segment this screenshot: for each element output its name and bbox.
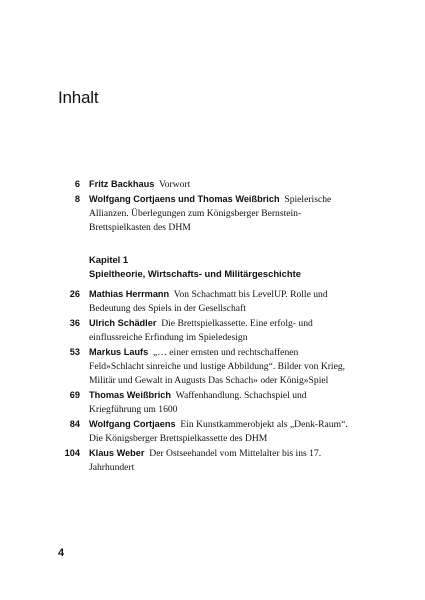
chapter-label: Kapitel 1 xyxy=(89,254,129,265)
toc-page-number: 26 xyxy=(69,289,80,299)
toc-title: Von Schachmatt bis LevelUP. Rolle und Bedeutung des Spiels in der Gesellschaft xyxy=(89,289,328,314)
toc-title: Spielerische Allianzen. Überlegungen zum Königsberger Bernstein-Brettspielkasten des DHM xyxy=(89,194,332,233)
toc-title: „… einer ernsten und rechtschaffenen Feld»Schlacht sinreiche und lustige Abbildung“. Bilder von Krieg, Militär und Gewalt in Augusts Das Schach» oder König»Spiel xyxy=(89,347,346,386)
toc-entry xyxy=(0,316,425,345)
toc-author: Thomas Weißbrich xyxy=(89,390,172,400)
toc-author: Klaus Weber xyxy=(89,448,145,458)
toc-entry-text xyxy=(89,345,354,388)
chapter-heading xyxy=(89,253,425,281)
toc-list xyxy=(0,177,425,475)
toc-page-number: 53 xyxy=(69,347,80,357)
toc-entry-text xyxy=(89,287,354,316)
toc-author: Fritz Backhaus xyxy=(89,179,155,189)
toc-entry-text xyxy=(89,177,354,192)
toc-entry xyxy=(0,446,425,475)
toc-author: Mathias Herrmann xyxy=(89,289,170,299)
toc-title: Der Ostseehandel vom Mittelalter bis ins 17. Jahrhundert xyxy=(89,448,322,473)
toc-entry-text xyxy=(89,417,354,446)
toc-page-number: 104 xyxy=(64,448,80,458)
toc-entry-text xyxy=(89,446,354,475)
toc-entry xyxy=(0,388,425,417)
toc-entry xyxy=(0,287,425,316)
toc-page-number: 36 xyxy=(69,318,80,328)
toc-entry-text xyxy=(89,388,354,417)
toc-page-number: 69 xyxy=(69,390,80,400)
page-title: Inhalt xyxy=(58,88,99,107)
toc-title: Die Brettspielkassette. Eine erfolg- und einflussreiche Erfindung im Spieledesign xyxy=(89,318,313,343)
page-number: 4 xyxy=(58,547,65,559)
toc-entry xyxy=(0,192,425,235)
toc-page-number: 84 xyxy=(69,419,80,429)
toc-entry xyxy=(0,177,425,192)
toc-entry-text xyxy=(89,316,354,345)
toc-entry xyxy=(0,417,425,446)
toc-author: Ulrich Schädler xyxy=(89,318,157,328)
toc-author: Wolfgang Cortjaens xyxy=(89,419,176,429)
toc-title: Ein Kunstkammerobjekt als „Denk-Raum“. Die Königsberger Brettspielkassette des DHM xyxy=(89,419,348,444)
toc-entry-text xyxy=(89,192,354,235)
toc-author: Wolfgang Cortjaens und Thomas Weißbrich xyxy=(89,194,280,204)
toc-author: Markus Laufs xyxy=(89,347,149,357)
toc-title: Waffenhandlung. Schachspiel und Kriegführung um 1600 xyxy=(89,390,307,415)
chapter-title: Spieltheorie, Wirtschafts- und Militärgeschichte xyxy=(89,268,301,279)
toc-title: Vorwort xyxy=(158,179,191,190)
toc-page-number: 6 xyxy=(74,179,80,189)
toc-page-number: 8 xyxy=(74,194,80,204)
toc-entry xyxy=(0,345,425,388)
